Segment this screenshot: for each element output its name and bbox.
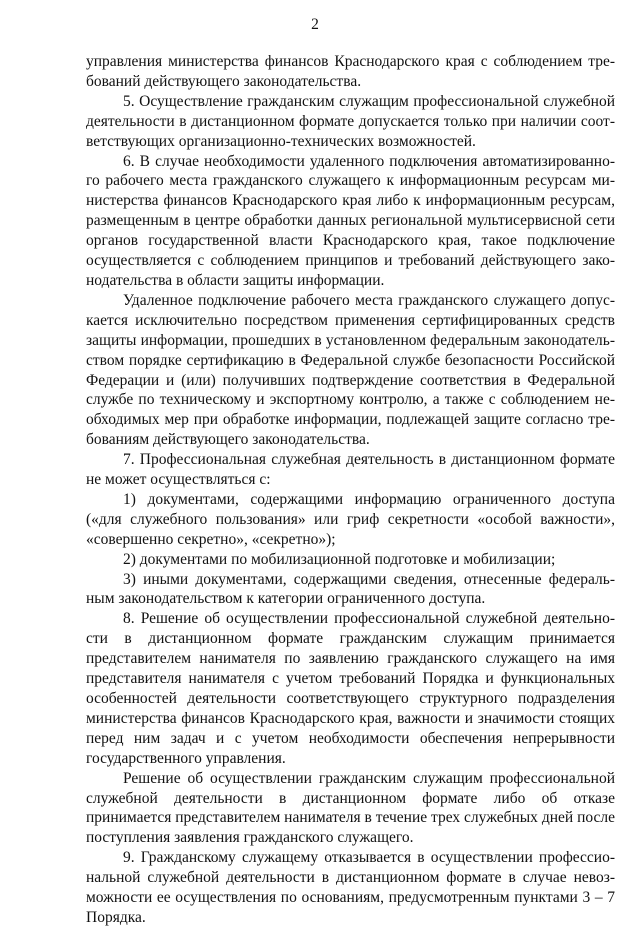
paragraph-item-7: 7. Профессиональная служебная деятельность в дистанционном формате не может осуществляться с: — [86, 451, 615, 489]
page-number: 2 — [311, 16, 319, 33]
paragraph-item-5: 5. Осуществление гражданским служащим профессиональной служебной деятельности в дистанционном формате допускается только при наличии соответствующих организационно-технических возможностей. — [86, 92, 615, 150]
paragraph-remote-connection: Удаленное подключение рабочего места гражданского служащего допускается исключительно посредством применения сертифицированных средств защиты информации, прошедших в установленном федеральным законодательством порядке сертификацию в Федеральной службе безопасности Российской Федерации и (или) получивших подтверждение соответствия в Федеральной службе по техническому и экспортному контролю, а также с соблюдением необходимых мер при обработке информации, подлежащей защите согласно требованиям действующего законодательства. — [86, 291, 615, 449]
paragraph-subitem-3: 3) иными документами, содержащими сведения, отнесенные федеральным законодательством к категории ограниченного доступа. — [86, 570, 615, 608]
paragraph-item-8: 8. Решение об осуществлении профессиональной служебной деятельности в дистанционном формате гражданским служащим принимается представителем нанимателя по заявлению гражданского служащего на имя представителя нанимателя с учетом требований Порядка и функциональных особенностей деятельности соответствующего структурного подразделения министерства финансов Краснодарского края, важности и значимости стоящих перед ним задач и с учетом необходимости обеспечения непрерывности государственного управления. — [86, 610, 615, 767]
paragraph-item-6: 6. В случае необходимости удаленного подключения автоматизированного рабочего места гражданского служащего к информационным ресурсам министерства финансов Краснодарского края либо к информационным ресурсам, размещенным в центре обработки данных региональной мультисервисной сети органов государственной власти Краснодарского края, такое подключение осуществляется с соблюдением принципов и требований действующего законодательства в области защиты информации. — [86, 152, 615, 289]
paragraph-decision: Решение об осуществлении гражданским служащим профессиональной служебной деятельности в дистанционном формате либо об отказе принимается представителем нанимателя в течение трех служебных дней после поступления заявления гражданского служащего. — [86, 769, 615, 847]
paragraph-subitem-1: 1) документами, содержащими информацию ограниченного доступа («для служебного пользования» или гриф секретности «особой важности», «совершенно секретно», «секретно»); — [86, 490, 615, 548]
paragraph-continuation: управления министерства финансов Краснодарского края с соблюдением требований действующего законодательства. — [86, 53, 615, 90]
document-body — [86, 52, 615, 928]
paragraph-subitem-2: 2) документами по мобилизационной подготовке и мобилизации; — [123, 550, 556, 568]
paragraph-item-9: 9. Гражданскому служащему отказывается в осуществлении профессиональной служебной деятельности в дистанционном формате в случае невозможности ее осуществления по основаниям, предусмотренным пунктами 3 – 7 Порядка. — [86, 849, 615, 926]
